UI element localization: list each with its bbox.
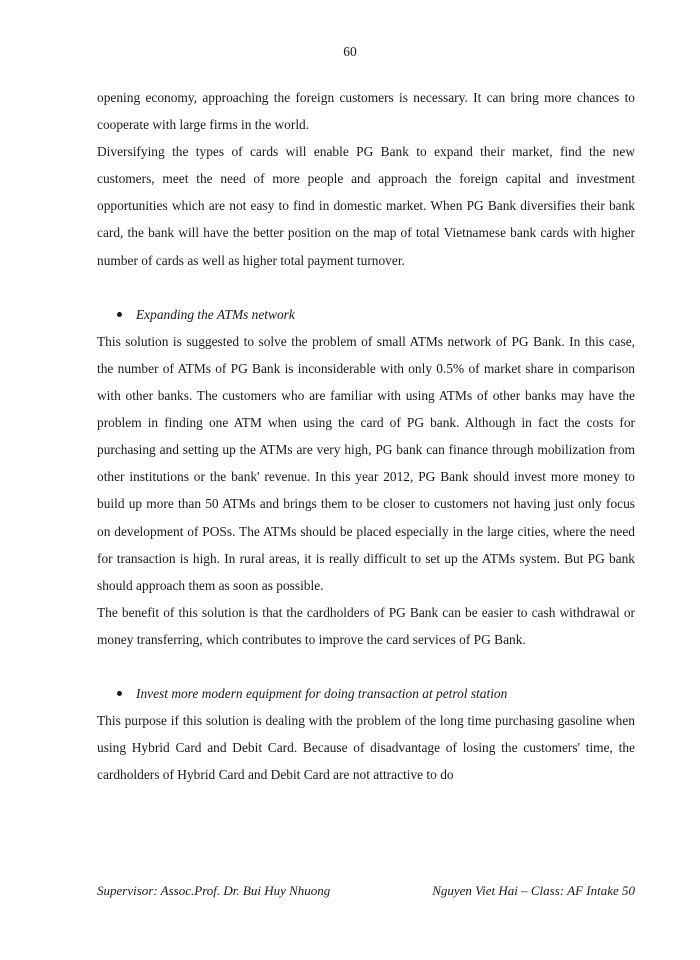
paragraph-opening-economy: opening economy, approaching the foreign customers is necessary. It can bring more chances to cooperate with large firms in the world. [97,90,635,133]
footer-author: Nguyen Viet Hai – Class: AF Intake 50 [432,883,635,898]
paragraph-petrol-solution: This purpose if this solution is dealing with the problem of the long time purchasing gasoline when using Hybrid Card and Debit Card. Because of disadvantage of losing the customers' time, the cardholders of Hybrid Card and Debit Card are not attractive to do [97,713,635,783]
footer-supervisor: Supervisor: Assoc.Prof. Dr. Bui Huy Nhuong [97,883,331,898]
bullet-icon [117,691,122,696]
section-heading-text: Expanding the ATMs network [136,306,295,322]
spacer [97,653,635,680]
bullet-icon [117,312,122,317]
section-heading-petrol-station [97,680,635,707]
section-heading-atms-network [97,301,635,328]
document-body [97,84,635,788]
paragraph-diversifying-cards: Diversifying the types of cards will enable PG Bank to expand their market, find the new customers, meet the need of more people and approach the foreign capital and investment opportunities which are not easy to find in domestic market. When PG Bank diversifies their bank card, the bank will have the better position on the map of total Vietnamese bank cards with higher number of cards as well as higher total payment turnover. [97,144,635,268]
paragraph-atms-benefit: The benefit of this solution is that the cardholders of PG Bank can be easier to cash withdrawal or money transferring, which contributes to improve the card services of PG Bank. [97,604,635,647]
paragraph-atms-solution: This solution is suggested to solve the problem of small ATMs network of PG Bank. In this case, the number of ATMs of PG Bank is inconsiderable with only 0.5% of market share in comparison with other banks. The customers who are familiar with using ATMs of other banks may have the problem in finding one ATM when using the card of PG bank. Although in fact the costs for purchasing and setting up the ATMs are very high, PG bank can finance through mobilization from other institutions or the bank' revenue. In this year 2012, PG Bank should invest more money to build up more than 50 ATMs and brings them to be closer to customers not having just only focus on development of POSs. The ATMs should be placed especially in the large cities, where the need for transaction is high. In rural areas, it is really difficult to set up the ATMs system. But PG bank should approach them as soon as possible. [97,333,635,593]
page-footer [97,883,635,899]
section-heading-text: Invest more modern equipment for doing transaction at petrol station [136,686,508,702]
spacer [97,274,635,301]
page-number: 60 [343,44,357,59]
